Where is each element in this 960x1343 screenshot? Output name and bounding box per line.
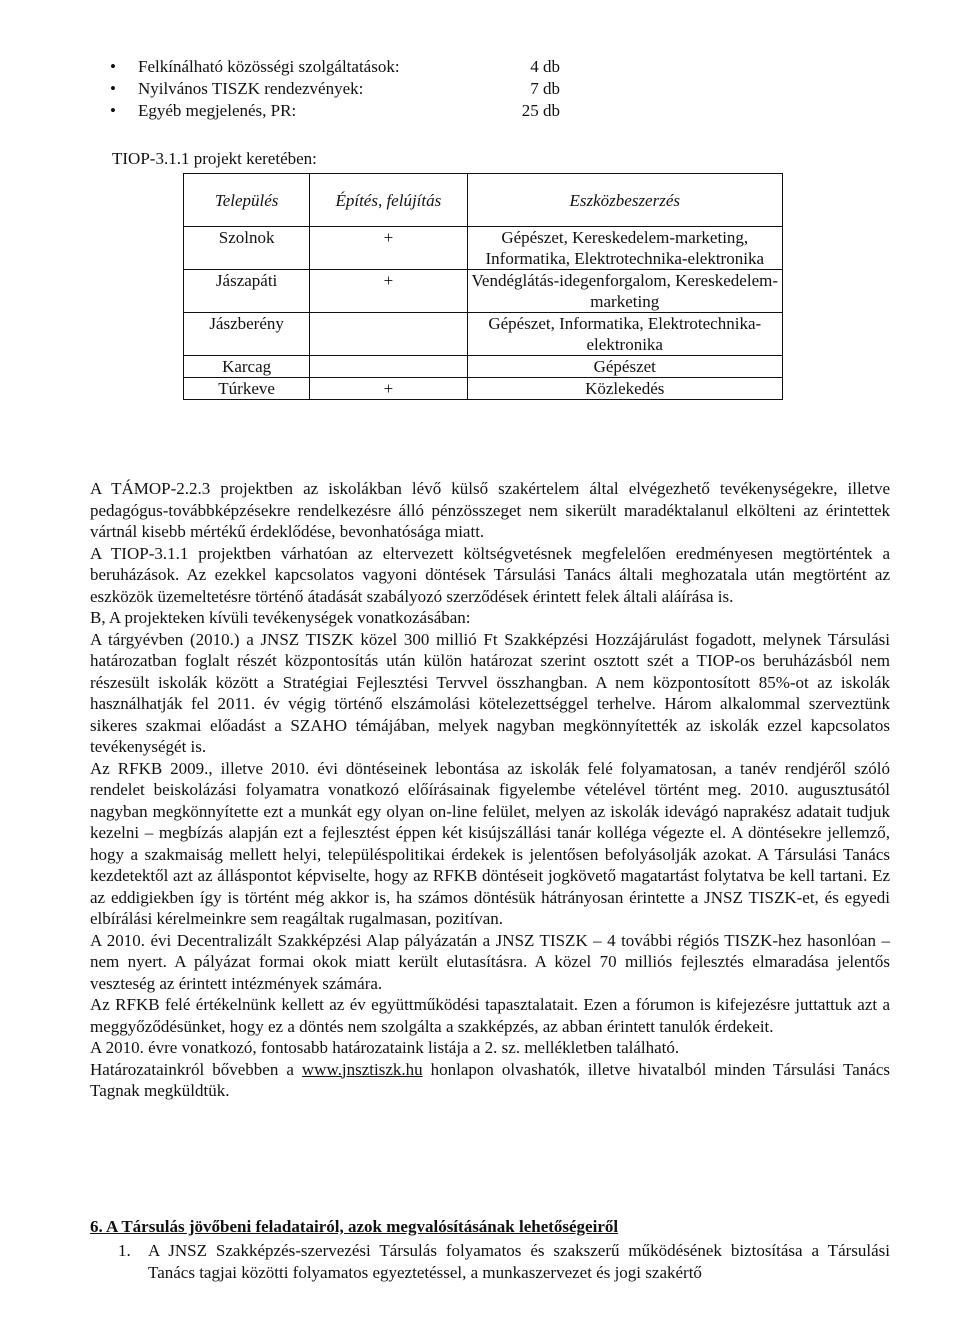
bullet-label: Nyilvános TISZK rendezvények: [138,79,364,98]
paragraph-text: Határozatainkról bővebben a [90,1059,302,1079]
paragraph: B, A projekteken kívüli tevékenységek vonatkozásában: [90,608,471,627]
list-item-number: 1. [118,1241,131,1260]
table-cell-equipment: Gépészet, Kereskedelem-marketing, Informatika, Elektrotechnika-elektronika [467,227,783,270]
paragraph: A 2010. évre vonatkozó, fontosabb határozataink listája a 2. sz. mellékletben található. [90,1038,680,1057]
table-cell-construction: + [310,378,467,400]
paragraph: Az RFKB 2009., illetve 2010. évi döntéseinek lebontása az iskolák felé folyamatosan, a tanév rendjéről szóló rendelet beiskolázási folyamatra vonatkozó előírásainak figyelembe vételével történt meg. 2010. augusztusától nagyban megkönnyítette ezt a munkát egy olyan on-line felület, melyen az iskolák idevágó naprakész adatait tudjuk kezelni – megbízás alapján ezt a fejlesztést éppen két kisújszállási tanár kollégа végezte el. A döntésekre jellemző, hogy a szakmaiság mellett helyi, településpolitikai érdekek is jelentősen befolyásolják azokat. A Társulási Tanács kezdetektől azt az álláspontot képviselte, hogy az RFKB döntéseit jogkövető magatartást folytatva be kell tartani. Ez az eddigiekben így is történt még akkor is, ha számos döntésük hátrányosan érintette a JNSZ TISZK-et, és egyedi elbírálási kérelmeinkre sem reagáltak rugalmasan, pozitívan. [90,758,890,928]
table-cell-settlement: Karcag [184,356,310,378]
statistics-bullet-list [110,56,570,122]
bullet-dot-icon: • [110,101,116,120]
list-item-text: A JNSZ Szakképzés-szervezési Társulás folyamatos és szakszerű működésének biztosítása a Társulási Tanács tagjai közötti folyamatos egyeztetéssel, a munkaszervezet és jogi szakértő [148,1241,890,1282]
table-row [184,313,783,356]
table-cell-construction: + [310,227,467,270]
paragraph: A TÁMOP-2.2.3 projektben az iskolákban lévő külső szakértelem által elvégezhető tevékenységekre, illetve pedagógus-továbbképzésekre rendelkezésre álló pénzösszeget nem sikerült maradéktalanul elkölteni az érintettek vártnál kisebb mértékű érdeklődése, bevonhatósága miatt. [90,479,890,541]
website-link[interactable]: www.jnsztiszk.hu [301,1059,423,1079]
paragraph: A tárgyévben (2010.) a JNSZ TISZK közel 300 millió Ft Szakképzési Hozzájárulást fogadott, melynek Társulási határozatban foglalt részét központosítás után külön határozat szerint osztott szét a TIOP-os beruházásból nem részesült iskolák között a Stratégiai Fejlesztési Tervvel összhangban. A nem központosított 85%-ot az iskolák használhatják fel 2011. év végig történő elszámolási kötelezettséggel terhelve. Három alkalommal szerveztünk sikeres szakmai előadást a SZAHO témájában, melyek nagyban megkönnyítették az iskolák ezzel kapcsolatos tevékenységét is. [90,629,890,756]
bullet-value: 7 db [530,79,560,98]
column-header-construction: Építés, felújítás [310,174,467,227]
table-row [184,227,783,270]
table-cell-equipment: Gépészet [467,356,783,378]
table-cell-construction: + [310,270,467,313]
column-header-equipment: Eszközbeszerzés [467,174,783,227]
paragraph-text: honlapon olvashatók, illetve hivatalból minden Társulási Tanács Tagnak megküldtük. [90,1059,891,1100]
table-header-row [184,174,783,227]
table-cell-construction [310,356,467,378]
table-cell-construction [310,313,467,356]
table-row [184,356,783,378]
paragraph-with-link [90,1059,890,1102]
bullet-dot-icon: • [110,57,116,76]
bullet-item [110,56,570,78]
bullet-label: Felkínálható közösségi szolgáltatások: [138,57,400,76]
table-cell-equipment: Közlekedés [467,378,783,400]
paragraph: A TIOP-3.1.1 projektben várhatóan az eltervezett költségvetésnek megfelelően eredményesen megtörténtek a beruházások. Az ezekkel kapcsolatos vagyoni döntések Társulási Tanács általi meghozatala után megtörtént az eszközök üzemeltetésre történő átadását szabályozó szerződések érintett felek általi aláírása is. [90,543,890,606]
table-cell-settlement: Túrkeve [184,378,310,400]
column-header-settlement: Település [184,174,310,227]
paragraph: Az RFKB felé értékelnünk kellett az év együttműködési tapasztalatait. Ezen a fórumon is kifejezésre juttattuk azt a meggyőződésünket, hogy ez a döntés nem szolgálta a szakképzés, az abban érintett tanulók érdekeit. [90,995,890,1036]
bullet-item [110,100,570,122]
section-heading: 6. A Társulás jövőbeni feladatairól, azok megvalósításának lehetőségeiről [90,1217,619,1236]
table-cell-settlement: Jászapáti [184,270,310,313]
body-text [90,478,890,1102]
table-cell-equipment: Gépészet, Informatika, Elektrotechnika-elektronika [467,313,783,356]
tiop-project-label: TIOP-3.1.1 projekt keretében: [112,149,317,168]
project-table [183,173,783,400]
bullet-dot-icon: • [110,79,116,98]
bullet-label: Egyéb megjelenés, PR: [138,101,297,120]
bullet-value: 4 db [530,57,560,76]
table-cell-settlement: Szolnok [184,227,310,270]
table-cell-settlement: Jászberény [184,313,310,356]
table-row [184,378,783,400]
table-cell-equipment: Vendéglátás-idegenforgalom, Kereskedelem-marketing [467,270,783,313]
bullet-value: 25 db [521,101,560,120]
bullet-item [110,78,570,100]
table-row [184,270,783,313]
list-item [118,1240,890,1283]
paragraph: A 2010. évi Decentralizált Szakképzési Alap pályázatán a JNSZ TISZK – 4 további régiós TISZK-hez hasonlóan – nem nyert. A pályázat formai okok miatt került elutasításra. A közel 70 milliós fejlesztés elmaradása jelentős veszteség az érintett intézmények számára. [90,930,890,993]
